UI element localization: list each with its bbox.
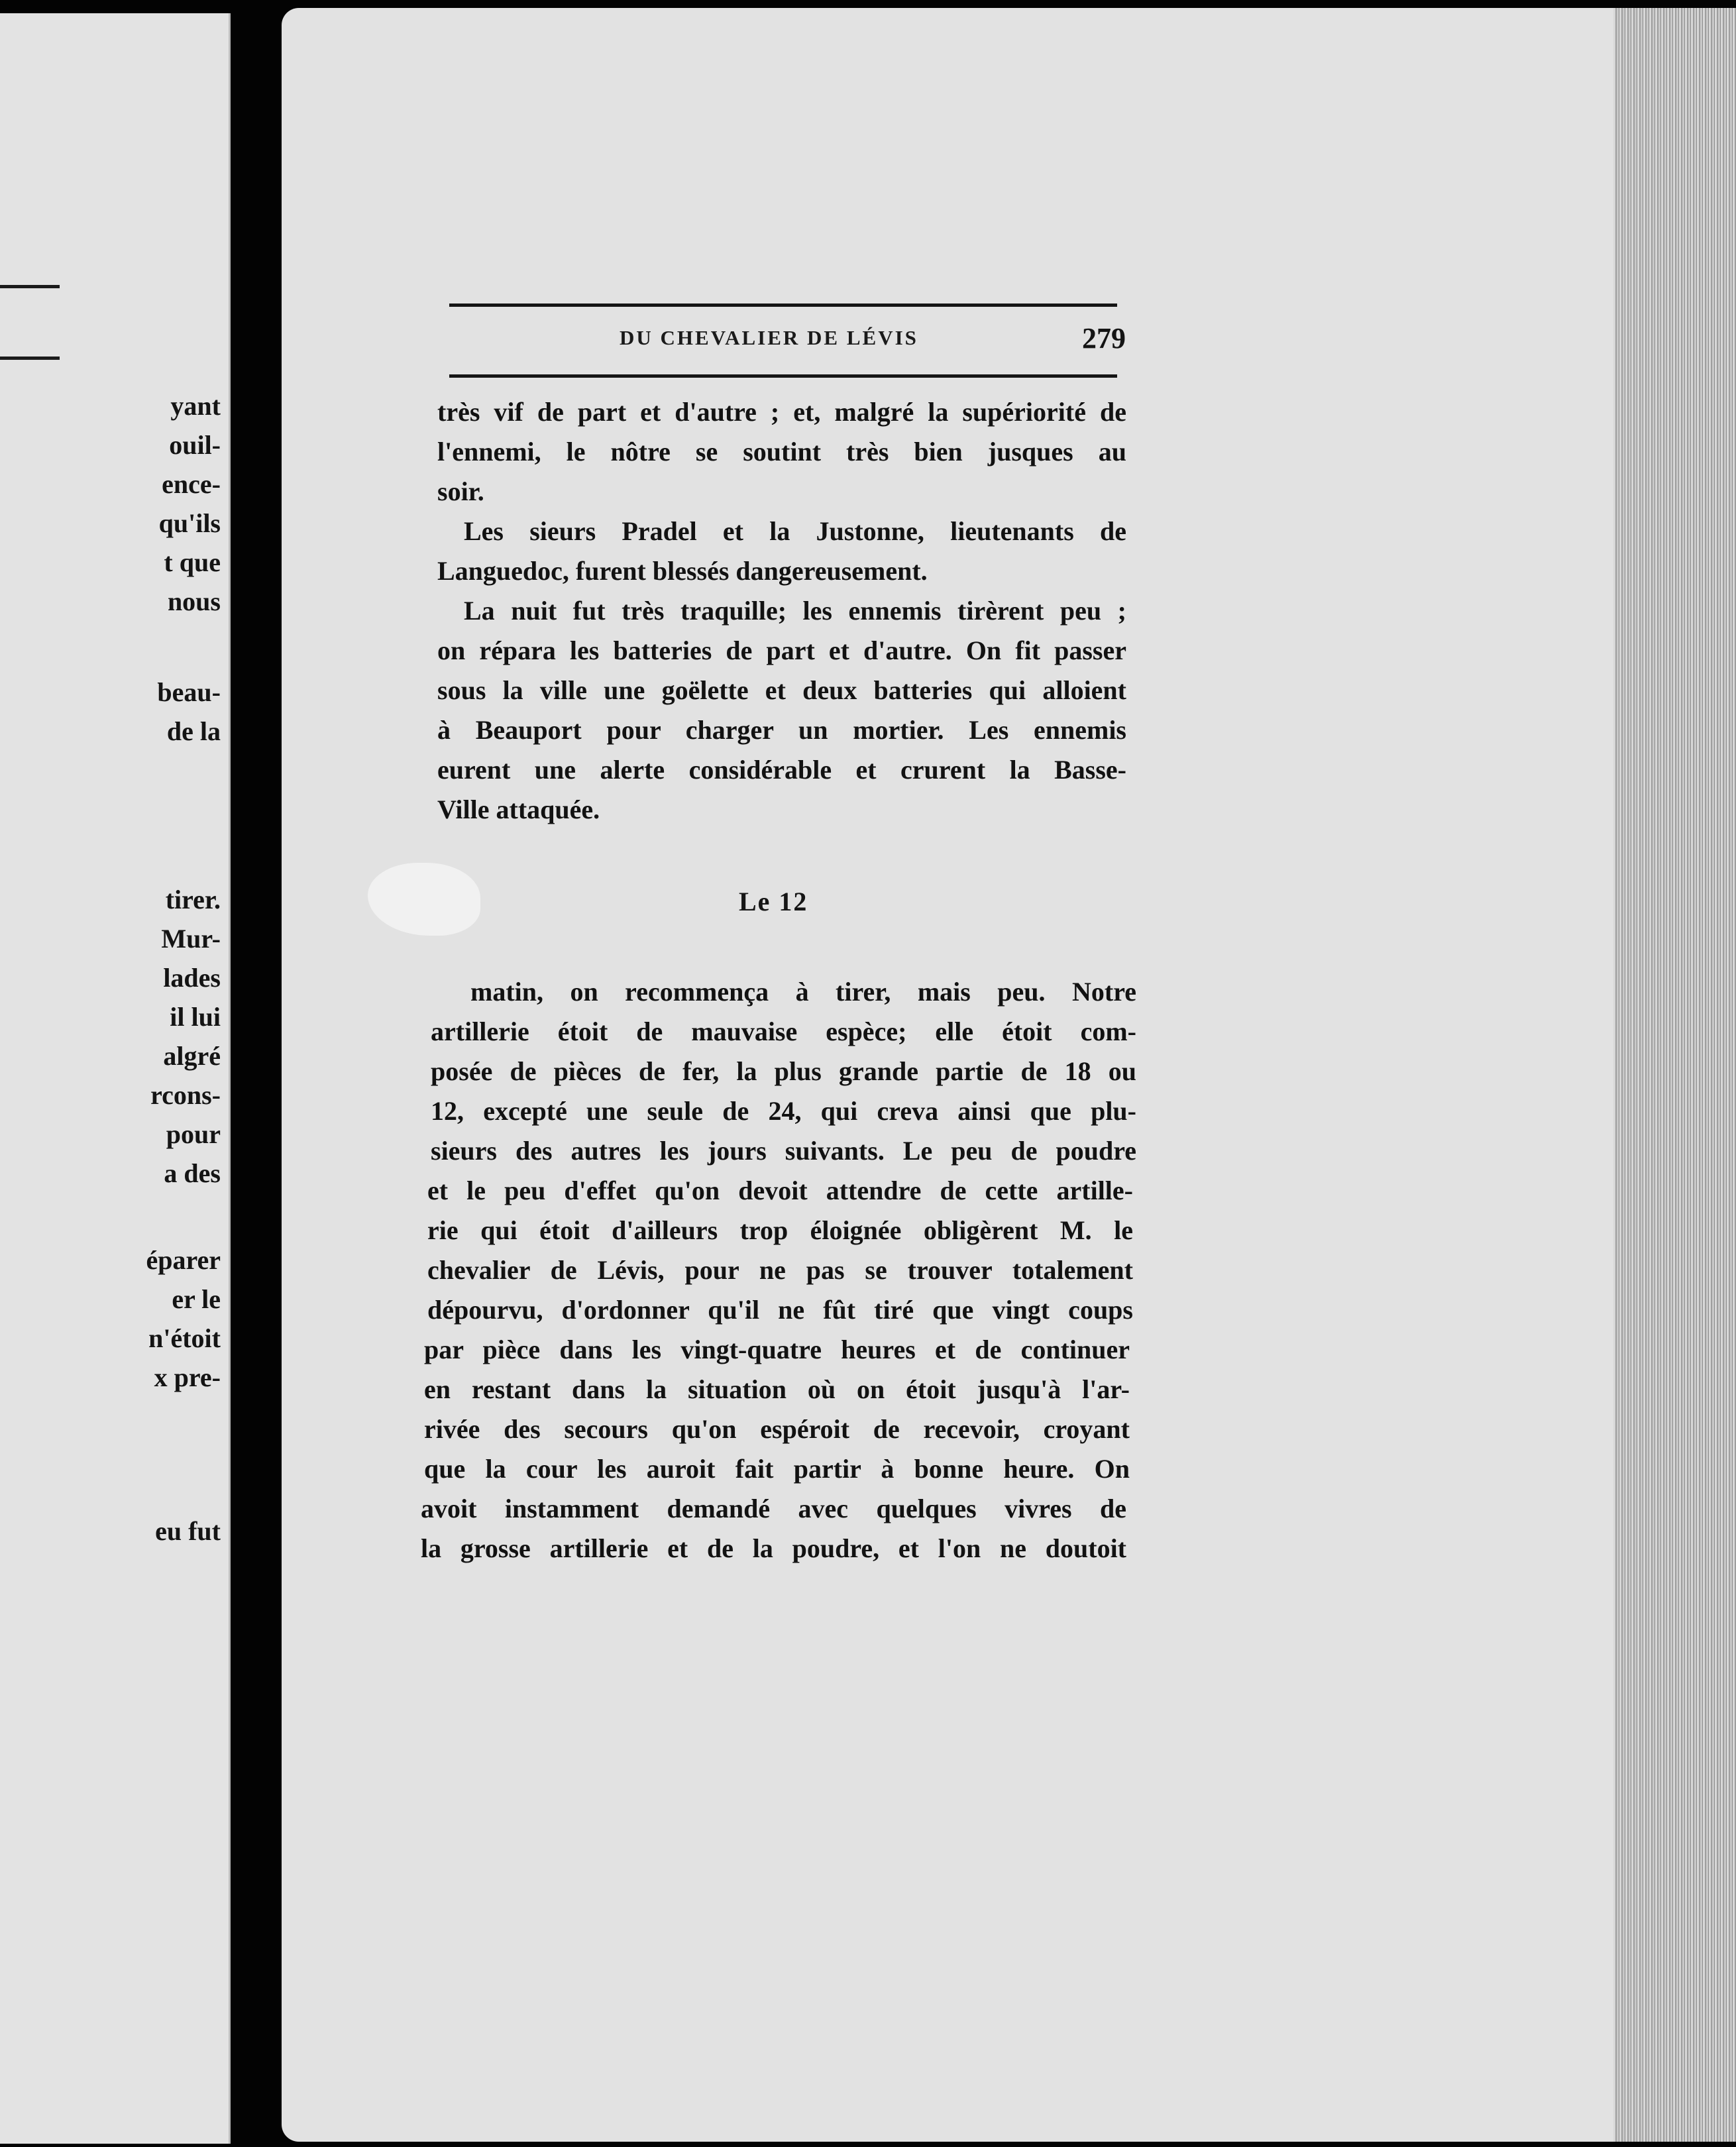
text-line: soir. bbox=[437, 476, 484, 506]
previous-page-line: algré bbox=[163, 1041, 221, 1071]
previous-page-line: a des bbox=[164, 1158, 221, 1188]
previous-page-rule bbox=[0, 357, 60, 360]
text-line: l'ennemi, le nôtre se soutint très bien jusques au bbox=[437, 439, 1126, 467]
previous-page-line: er le bbox=[172, 1284, 221, 1314]
text-line: posée de pièces de fer, la plus grande partie de 18 ou bbox=[431, 1058, 1136, 1086]
text-line: sieurs des autres les jours suivants. Le peu de poudre bbox=[431, 1138, 1136, 1166]
previous-page-line: Mur- bbox=[161, 924, 221, 954]
header-rule-top bbox=[449, 303, 1117, 307]
text-line: matin, on recommença à tirer, mais peu. Notre bbox=[470, 979, 1136, 1007]
text-line: dépourvu, d'ordonner qu'il ne fût tiré que vingt coups bbox=[427, 1297, 1133, 1325]
text-line: la grosse artillerie et de la poudre, et l'on ne doutoit bbox=[421, 1535, 1126, 1563]
text-line: sous la ville une goëlette et deux batteries qui alloient bbox=[437, 677, 1126, 705]
text-line: artillerie étoit de mauvaise espèce; elle étoit com- bbox=[431, 1018, 1136, 1046]
text-line: en restant dans la situation où on étoit jusqu'à l'ar- bbox=[424, 1376, 1130, 1404]
text-line: Languedoc, furent blessés dangereusement. bbox=[437, 556, 928, 586]
text-line: très vif de part et d'autre ; et, malgré la supériorité de bbox=[437, 399, 1126, 427]
previous-page-line: yant bbox=[170, 391, 221, 421]
previous-page-fragment bbox=[0, 13, 231, 2144]
text-line: que la cour les auroit fait partir à bonne heure. On bbox=[424, 1456, 1130, 1484]
previous-page-line: tirer. bbox=[165, 885, 221, 914]
previous-page-line: ence- bbox=[162, 469, 221, 499]
previous-page-line: lades bbox=[163, 963, 221, 993]
text-line: on répara les batteries de part et d'autre. On fit passer bbox=[437, 637, 1126, 665]
previous-page-rule bbox=[0, 285, 60, 288]
text-line: à Beauport pour charger un mortier. Les ennemis bbox=[437, 717, 1126, 745]
previous-page-line: t que bbox=[164, 547, 221, 577]
previous-page-line: eu fut bbox=[155, 1516, 221, 1546]
running-title: DU CHEVALIER DE LÉVIS bbox=[620, 326, 918, 349]
previous-page-line: pour bbox=[166, 1119, 221, 1149]
paper-smudge bbox=[368, 863, 480, 936]
previous-page-line: n'étoit bbox=[148, 1323, 221, 1353]
text-line: rivée des secours qu'on espéroit de recevoir, croyant bbox=[424, 1416, 1130, 1444]
header-rule-bottom bbox=[449, 374, 1117, 378]
previous-page-line: qu'ils bbox=[158, 508, 221, 538]
previous-page-line: nous bbox=[167, 586, 221, 616]
page-number: 279 bbox=[1082, 322, 1126, 355]
previous-page-line: il lui bbox=[170, 1002, 221, 1032]
text-line: rie qui étoit d'ailleurs trop éloignée obligèrent M. le bbox=[427, 1217, 1133, 1245]
page-stack-edges bbox=[1613, 8, 1736, 2142]
book-page bbox=[282, 8, 1736, 2142]
previous-page-line: de la bbox=[166, 716, 221, 746]
previous-page-line: ouil- bbox=[169, 430, 221, 460]
text-line: Les sieurs Pradel et la Justonne, lieutenants de bbox=[464, 518, 1126, 546]
text-line: et le peu d'effet qu'on devoit attendre de cette artille- bbox=[427, 1178, 1133, 1205]
text-line: La nuit fut très traquille; les ennemis tirèrent peu ; bbox=[464, 598, 1126, 626]
text-line: Ville attaquée. bbox=[437, 795, 600, 824]
previous-page-line: beau- bbox=[157, 677, 221, 707]
text-line: eurent une alerte considérable et crurent la Basse- bbox=[437, 757, 1126, 785]
previous-page-line: x pre- bbox=[154, 1362, 221, 1392]
text-line: avoit instamment demandé avec quelques vivres de bbox=[421, 1496, 1126, 1523]
text-line: par pièce dans les vingt-quatre heures et de continuer bbox=[424, 1337, 1130, 1364]
previous-page-line: rcons- bbox=[150, 1080, 221, 1110]
section-heading: Le 12 bbox=[739, 887, 808, 916]
text-line: chevalier de Lévis, pour ne pas se trouver totalement bbox=[427, 1257, 1133, 1285]
text-line: 12, excepté une seule de 24, qui creva ainsi que plu- bbox=[431, 1098, 1136, 1126]
previous-page-line: éparer bbox=[146, 1245, 221, 1275]
